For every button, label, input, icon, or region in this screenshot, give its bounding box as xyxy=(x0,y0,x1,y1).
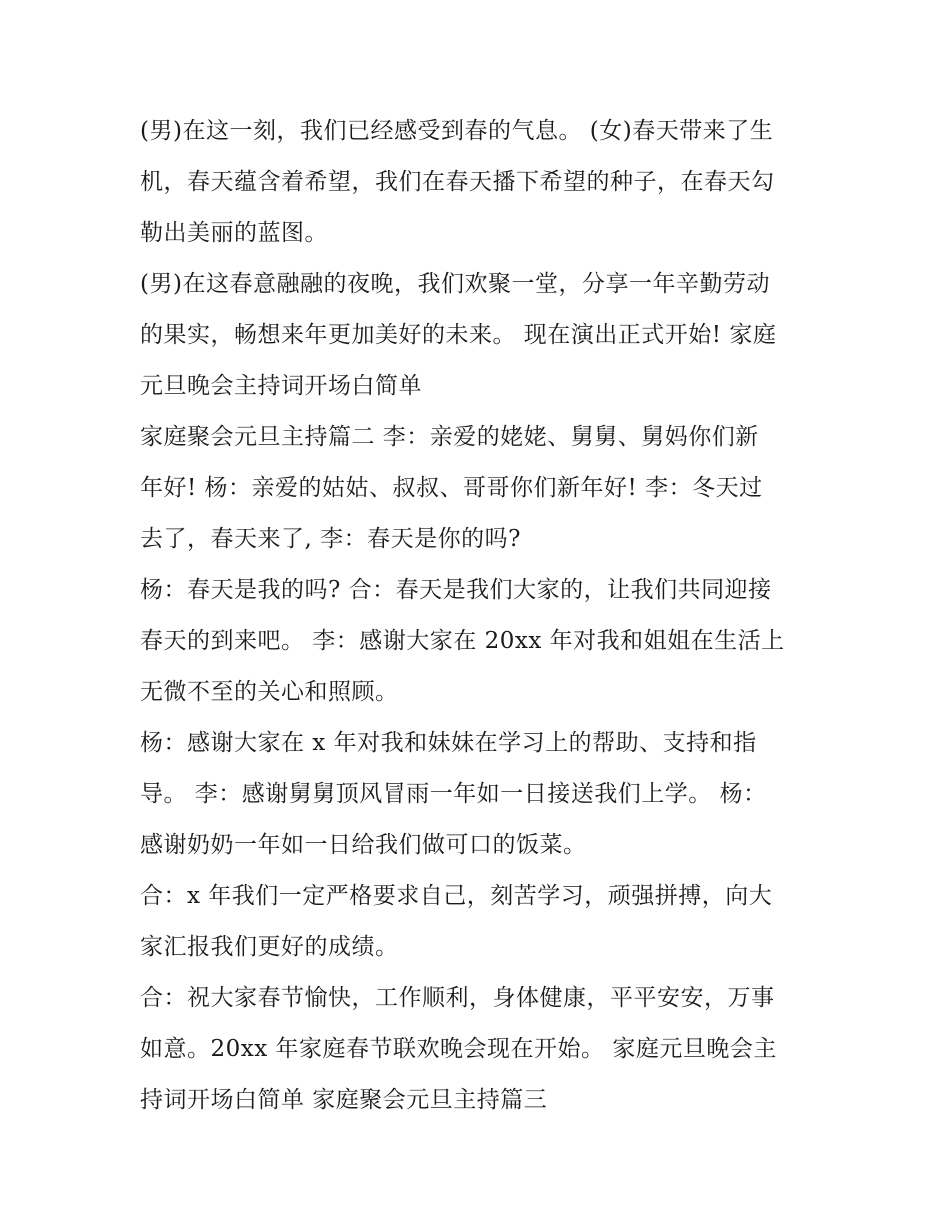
text-line: 如意。20xx 年家庭春节联欢晚会现在开始。 家庭元旦晚会主 xyxy=(140,1036,777,1062)
document-page xyxy=(140,106,820,1126)
text-line: 杨：春天是我的吗? 合：春天是我们大家的，让我们共同迎接 xyxy=(140,577,772,603)
paragraph-6 xyxy=(140,871,820,973)
text-line: 机，春天蕴含着希望，我们在春天播下希望的种子，在春天勾 xyxy=(140,169,775,195)
paragraph-3 xyxy=(140,412,820,565)
paragraph-5 xyxy=(140,718,820,871)
text-line: 家汇报我们更好的成绩。 xyxy=(140,934,399,960)
text-line: 感谢奶奶一年如一日给我们做可口的饭菜。 xyxy=(140,832,587,858)
text-line: 持词开场白简单 家庭聚会元旦主持篇三 xyxy=(140,1087,548,1113)
text-line: 杨：感谢大家在 x 年对我和妹妹在学习上的帮助、支持和指 xyxy=(140,730,757,756)
paragraph-7 xyxy=(140,973,820,1126)
text-line: (男)在这春意融融的夜晚，我们欢聚一堂，分享一年辛勤劳动 xyxy=(140,271,770,297)
paragraph-2 xyxy=(140,259,820,412)
text-line: 导。 李：感谢舅舅顶风冒雨一年如一日接送我们上学。 杨： xyxy=(140,781,767,807)
text-line: 元旦晚会主持词开场白简单 xyxy=(140,373,422,399)
text-line: 合：祝大家春节愉快，工作顺利，身体健康，平平安安，万事 xyxy=(140,985,775,1011)
text-line: 家庭聚会元旦主持篇二 李：亲爱的姥姥、舅舅、舅妈你们新 xyxy=(140,424,759,450)
text-line: 春天的到来吧。 李：感谢大家在 20xx 年对我和姐姐在生活上 xyxy=(140,628,785,654)
paragraph-4 xyxy=(140,565,820,718)
text-line: 去了，春天来了, 李：春天是你的吗? xyxy=(140,526,521,552)
text-line: 无微不至的关心和照顾。 xyxy=(140,679,399,705)
text-line: 勒出美丽的蓝图。 xyxy=(140,220,328,246)
text-line: 的果实，畅想来年更加美好的未来。 现在演出正式开始! 家庭 xyxy=(140,322,777,348)
text-line: (男)在这一刻，我们已经感受到春的气息。 (女)春天带来了生 xyxy=(140,118,774,144)
text-line: 合：x 年我们一定严格要求自己，刻苦学习，顽强拼搏，向大 xyxy=(140,883,773,909)
text-line: 年好! 杨：亲爱的姑姑、叔叔、哥哥你们新年好! 李：冬天过 xyxy=(140,475,763,501)
paragraph-1 xyxy=(140,106,820,259)
